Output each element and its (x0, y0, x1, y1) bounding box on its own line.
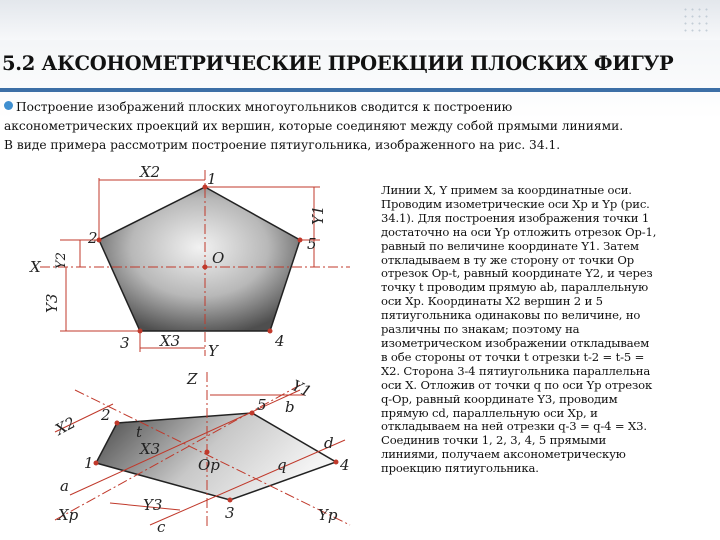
iso-origin (205, 450, 210, 455)
label-iso-p5: 5 (257, 396, 267, 414)
iso-vertex-3 (228, 498, 233, 503)
description-line: X2. Сторона 3-4 пятиугольника параллельна (381, 363, 651, 378)
origin-point (203, 265, 208, 270)
description-line: точку t проводим прямую ab, параллельную (381, 280, 649, 295)
description-line: оси X. Отложив от точки q по оси Yp отрезок (381, 377, 653, 392)
label-iso-p2: 2 (101, 406, 111, 424)
description-line: Соединив точки 1, 2, 3, 4, 5 прямыми (381, 433, 607, 448)
label-c: c (157, 518, 166, 536)
label-op: Op (198, 456, 220, 474)
label-iso-x3: X3 (140, 440, 161, 458)
description-line: откладываем в ту же сторону от точки Op (381, 252, 635, 267)
description-line: Линии X, Y примем за координатные оси. (381, 183, 632, 197)
description-line: линиями, получаем аксонометрическую (381, 447, 626, 462)
intro-text-1: Построение изображений плоских многоугольников сводится к построению (16, 100, 513, 114)
header-band (0, 0, 720, 40)
description-line: q-Op, равный координате Y3, проводим (381, 391, 618, 406)
vertex-4 (268, 329, 273, 334)
label-y-axis: Y (208, 342, 218, 360)
label-yp: Yp (318, 506, 338, 524)
top-pentagon (99, 187, 300, 331)
description-panel (379, 184, 717, 540)
label-p1: 1 (207, 170, 217, 188)
description-line: оси Xp. Координаты X2 вершин 2 и 5 (381, 294, 603, 309)
description-line: 34.1). Для построения изображения точки 1 (381, 210, 650, 225)
title-underline (0, 88, 720, 92)
label-y1: Y1 (309, 205, 327, 225)
intro-line-1 (4, 98, 716, 117)
label-iso-p4: 4 (340, 456, 350, 474)
label-y3: Y3 (43, 293, 61, 313)
description-line: отрезок Op-t, равный координате Y2, и через (381, 266, 653, 281)
iso-vertex-5 (250, 411, 255, 416)
label-x2: X2 (140, 163, 161, 181)
intro-line-3: В виде примера рассмотрим построение пятиугольника, изображенного на рис. 34.1. (4, 138, 561, 152)
vertex-5 (298, 238, 303, 243)
label-q: q (277, 456, 287, 474)
description-line: откладываем на ней отрезки q-3 = q-4 = X3. (381, 419, 647, 434)
label-t: t (136, 423, 143, 441)
description-line: пятиугольника одинаковы по величине, но (381, 308, 641, 323)
description-line: равный по величине координате Y1. Затем (381, 238, 639, 253)
label-p5: 5 (307, 235, 317, 253)
label-z: Z (187, 370, 198, 388)
label-xp: Xp (58, 506, 79, 524)
description-line: в обе стороны от точки t отрезки t-2 = t-5 = (381, 349, 645, 364)
label-iso-y1: Y1 (288, 376, 315, 401)
label-y2: Y2 (54, 252, 69, 269)
label-p2: 2 (88, 229, 98, 247)
bullet-icon (4, 101, 13, 110)
label-origin: O (212, 249, 225, 267)
vertex-3 (138, 329, 143, 334)
description-line: прямую cd, параллельную оси Xp, и (381, 405, 598, 420)
description-line: различны по знакам; поэтому на (381, 322, 580, 337)
description-line: Проводим изометрические оси Xp и Yp (рис. (381, 196, 650, 211)
description-line: изометрическом изображении откладываем (381, 335, 650, 350)
label-p3: 3 (120, 334, 130, 352)
iso-vertex-2 (115, 421, 120, 426)
label-b: b (285, 398, 295, 416)
intro-paragraph (4, 98, 716, 155)
orthographic-view (29, 163, 350, 360)
label-x3: X3 (160, 332, 181, 350)
description-line: достаточно на оси Yp отложить отрезок Op-1, (381, 224, 657, 239)
label-a: a (60, 477, 69, 495)
intro-line-2: аксонометрических проекций их вершин, которые соединяют между собой прямыми линиями. (4, 119, 624, 133)
label-iso-x2: X2 (52, 413, 79, 439)
iso-vertex-1 (94, 461, 99, 466)
label-iso-p3: 3 (225, 504, 235, 522)
label-p4: 4 (275, 332, 285, 350)
description-line: проекцию пятиугольника. (381, 461, 539, 476)
label-d: d (324, 434, 334, 452)
label-iso-y3: Y3 (143, 496, 163, 514)
iso-vertex-4 (334, 460, 339, 465)
label-x-axis: X (30, 258, 41, 276)
isometric-view (51, 370, 350, 536)
pentagon-figure (0, 160, 378, 540)
slide-title: 5.2 АКСОНОМЕТРИЧЕСКИЕ ПРОЕКЦИИ ПЛОСКИХ ФИГУР (2, 52, 674, 75)
decorative-dots (682, 6, 710, 34)
label-iso-p1: 1 (84, 454, 94, 472)
